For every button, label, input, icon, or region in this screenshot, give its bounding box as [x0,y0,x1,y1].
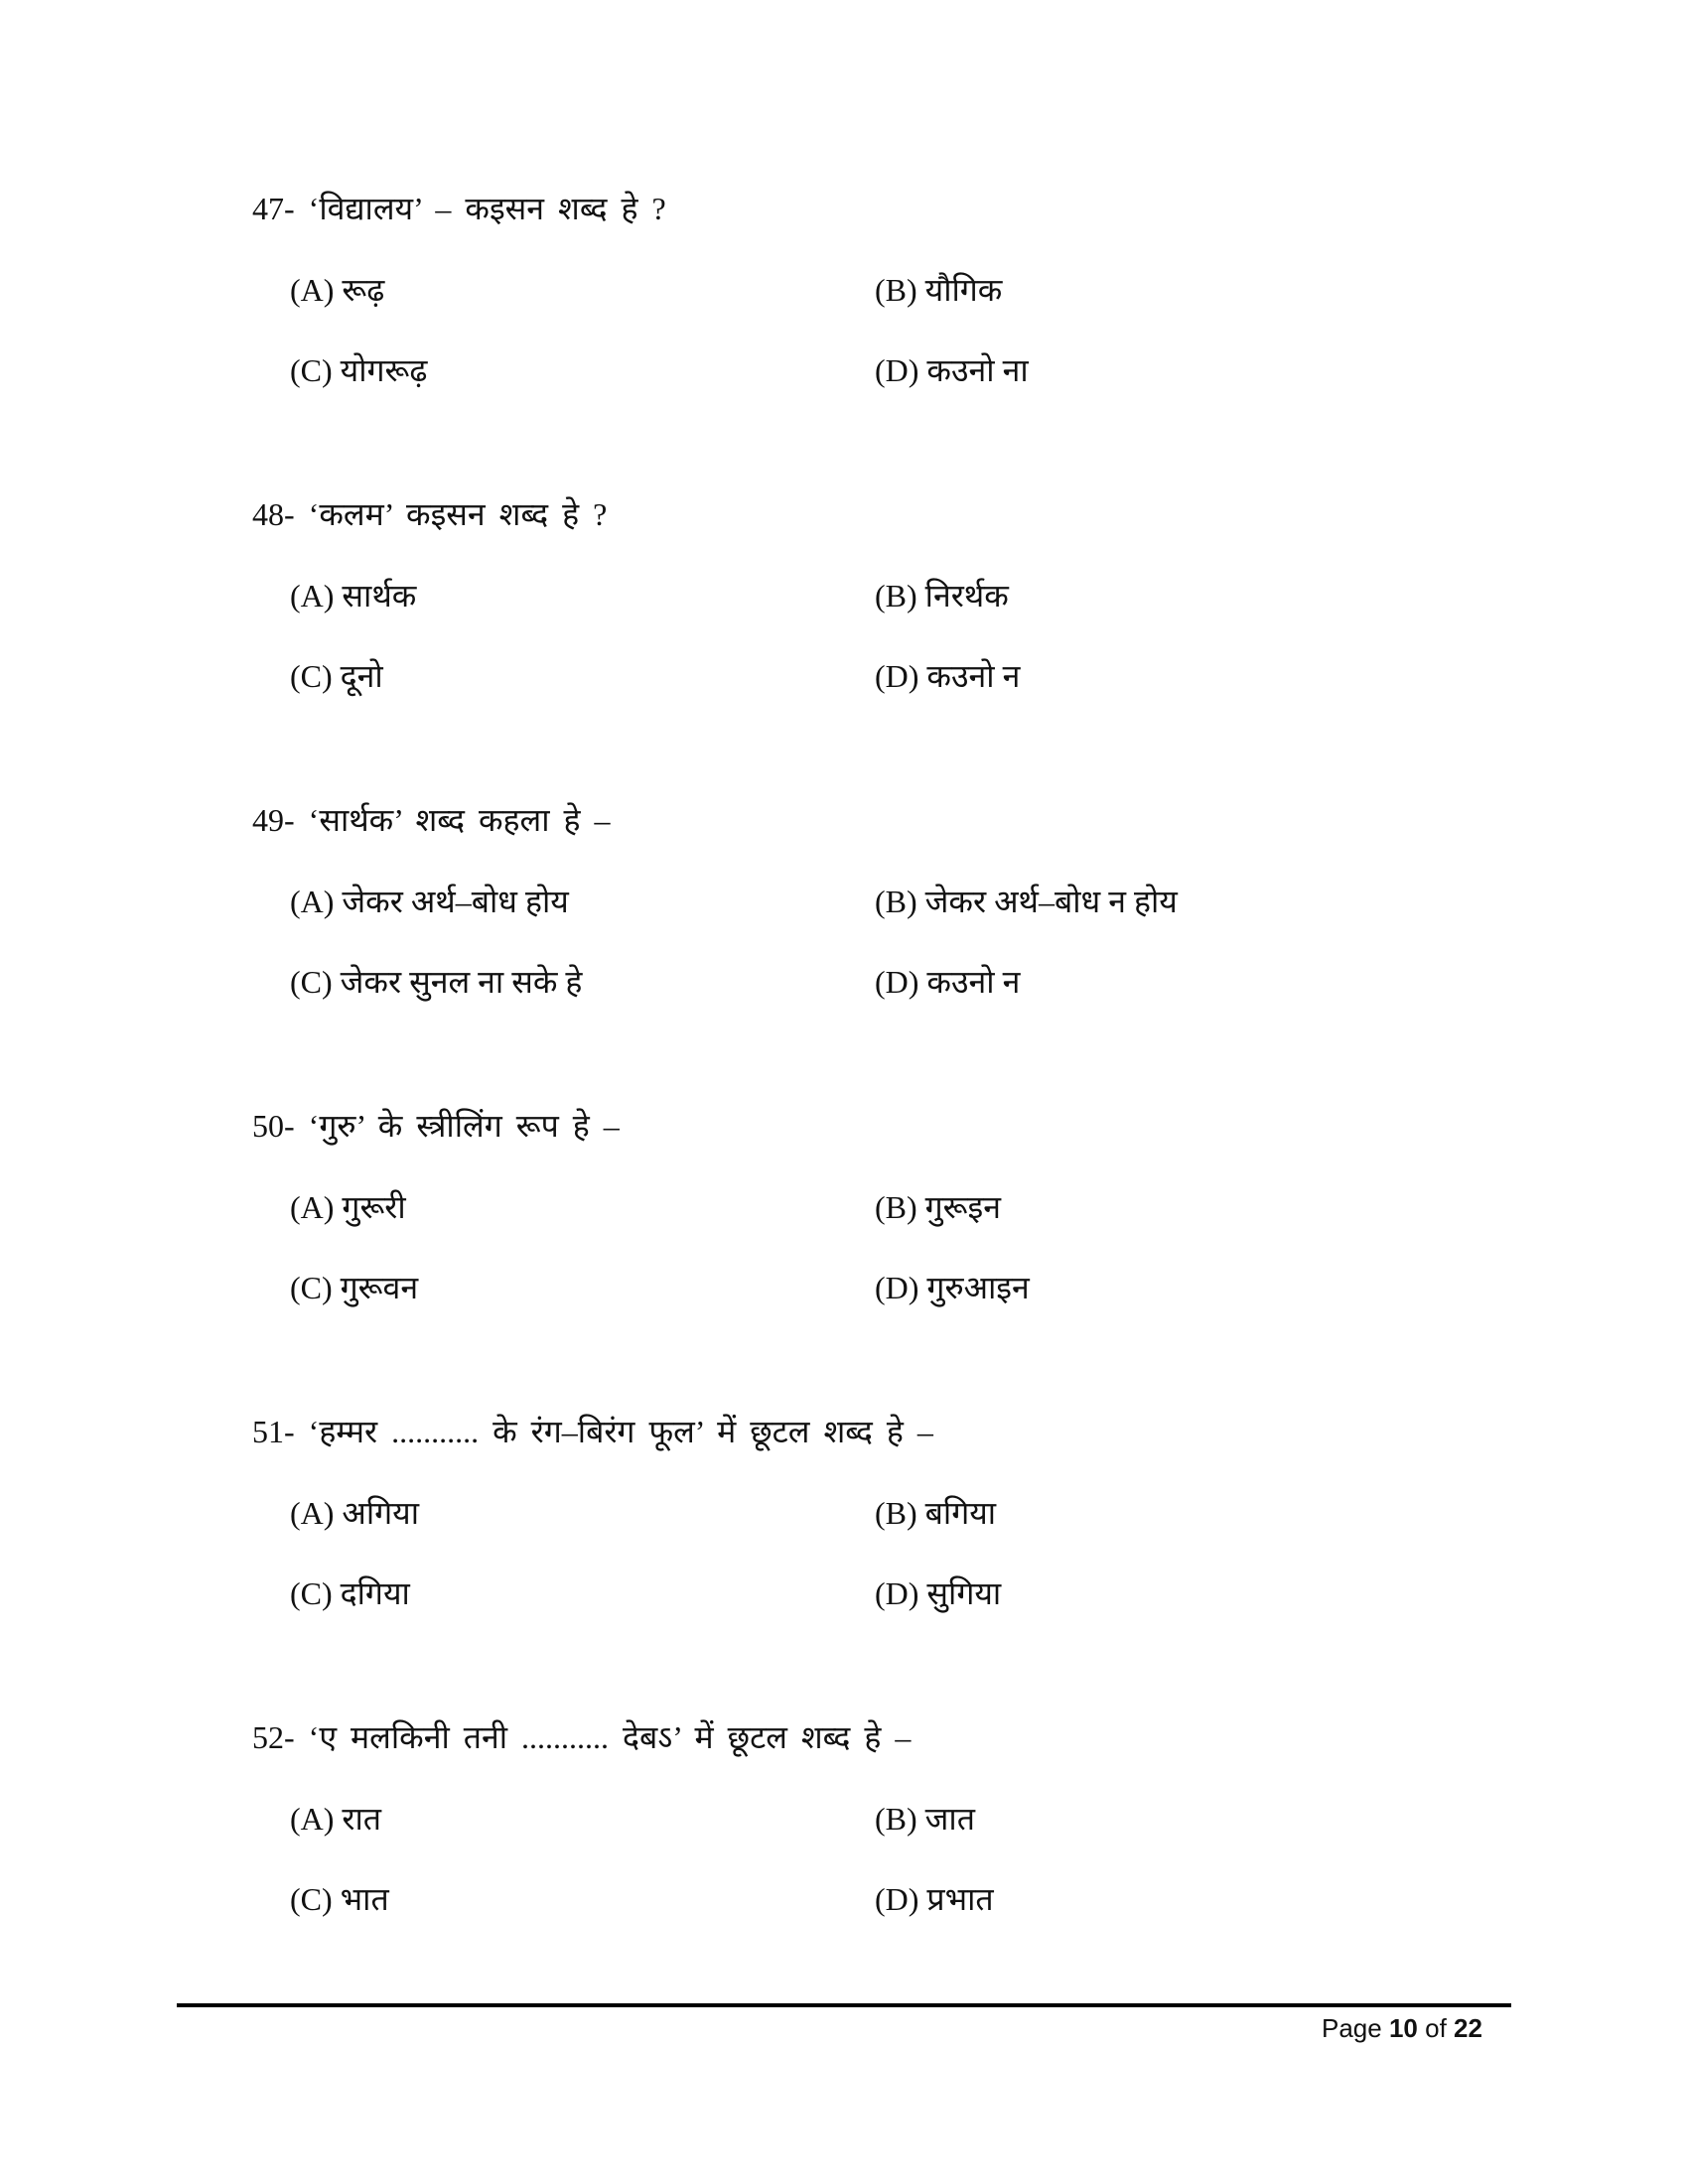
page-word: Page [1322,2013,1382,2043]
option-d: (D) सुगिया [875,1575,1002,1611]
option-c: (C) योगरूढ़ [290,352,428,388]
option-c: (C) भात [290,1881,389,1917]
option-a: (A) सार्थक [290,578,417,614]
option-a: (A) अगिया [290,1495,420,1531]
option-d: (D) कउनो न [875,964,1021,1000]
question-text: 51- ‘हम्मर ........... के रंग–बिरंग फूल’ में छूटल शब्द हे – [252,1414,933,1449]
question-text: 48- ‘कलम’ कइसन शब्द हे ? [252,496,608,532]
option-b: (B) यौगिक [875,272,1003,308]
option-b: (B) जेकर अर्थ–बोध न होय [875,884,1178,919]
option-b: (B) निरर्थक [875,578,1009,614]
footer-divider [177,2003,1511,2007]
question-text: 50- ‘गुरु’ के स्त्रीलिंग रूप हे – [252,1108,620,1144]
option-a: (A) रूढ़ [290,272,385,308]
option-b: (B) बगिया [875,1495,997,1531]
option-c: (C) गुरूवन [290,1270,419,1305]
option-d: (D) गुरुआइन [875,1270,1030,1305]
option-d: (D) कउनो न [875,658,1021,694]
total-pages: 22 [1454,2013,1482,2043]
option-d: (D) प्रभात [875,1881,994,1917]
question-text: 47- ‘विद्यालय’ – कइसन शब्द हे ? [252,191,666,226]
option-a: (A) रात [290,1801,382,1837]
of-word: of [1425,2013,1447,2043]
option-c: (C) जेकर सुनल ना सके हे [290,964,583,1000]
option-b: (B) गुरूइन [875,1189,1002,1225]
option-a: (A) जेकर अर्थ–बोध होय [290,884,569,919]
page-number [1322,2013,1482,2044]
question-text: 49- ‘सार्थक’ शब्द कहला हे – [252,802,611,838]
option-d: (D) कउनो ना [875,352,1029,388]
option-c: (C) दूनो [290,658,383,694]
current-page: 10 [1388,2013,1418,2043]
option-a: (A) गुरूरी [290,1189,406,1225]
option-b: (B) जात [875,1801,975,1837]
option-c: (C) दगिया [290,1575,410,1611]
question-text: 52- ‘ए मलकिनी तनी ........... देबऽ’ में छूटल शब्द हे – [252,1719,912,1755]
